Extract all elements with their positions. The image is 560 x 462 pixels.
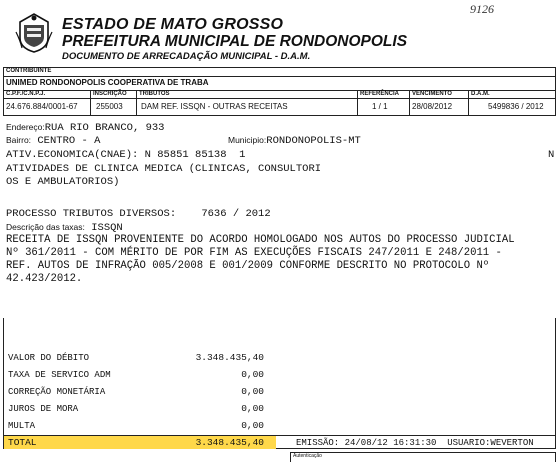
processo-line: PROCESSO TRIBUTOS DIVERSOS: 7636 / 2012: [6, 208, 271, 220]
atividade-desc-1: ATIVIDADES DE CLINICA MEDICA (CLINICAS, CONSULTORI: [6, 163, 322, 175]
state-title: ESTADO DE MATO GROSSO: [62, 16, 284, 33]
total-value: 3.348.435,40: [195, 437, 264, 448]
value-amount: 0,00: [241, 386, 264, 397]
value-amount: 0,00: [241, 369, 264, 380]
authentication-box: [290, 452, 556, 462]
tributos-value: DAM REF. ISSQN - OUTRAS RECEITAS: [141, 102, 288, 111]
contributor-box: [3, 67, 556, 116]
value-amount: 3.348.435,40: [195, 352, 264, 363]
inscricao-caption: INSCRIÇÃO: [93, 91, 127, 97]
inscricao-value: 255003: [96, 102, 123, 111]
dam-caption: D.A.M.: [471, 91, 490, 97]
vencimento-value: 28/08/2012: [412, 102, 453, 111]
auth-caption: Autenticação: [293, 453, 322, 459]
atividade-flag: N: [548, 149, 555, 161]
value-amount: 0,00: [241, 420, 264, 431]
process-text-3: REF. AUTOS DE INFRAÇÃO 005/2008 E 001/2009 CONFORME DESCRITO NO PROTOCOLO Nº: [6, 260, 490, 272]
value-label: JUROS DE MORA: [8, 404, 79, 414]
process-text-2: Nº 361/2011 - COM MÉRITO DE POR FIM AS EXECUÇÕES FISCAIS 247/2011 E 248/2011 -: [6, 247, 502, 259]
referencia-value: 1 / 1: [372, 102, 388, 111]
vencimento-caption: VENCIMENTO: [412, 91, 452, 97]
tributos-caption: TRIBUTOS: [139, 91, 170, 97]
values-box: [3, 318, 556, 449]
emission-info: EMISSÃO: 24/08/12 16:31:30 USUARIO:WEVERTON: [296, 438, 534, 448]
cpf-cnpj-caption: C.P.F./C.N.P.J.: [6, 91, 46, 97]
value-label: VALOR DO DÉBITO: [8, 353, 90, 363]
document-type: DOCUMENTO DE ARRECADAÇÃO MUNICIPAL - D.A.M.: [62, 51, 311, 62]
atividade-desc-2: OS E AMBULATORIOS): [6, 176, 120, 188]
prefecture-title: PREFEITURA MUNICIPAL DE RONDONOPOLIS: [62, 33, 408, 50]
municipio-line: [228, 134, 361, 147]
cpf-cnpj-value: 24.676.884/0001-67: [6, 102, 78, 111]
municipio-value: RONDONOPOLIS-MT: [266, 135, 361, 147]
contributor-caption: CONTRIBUINTE: [6, 68, 52, 74]
referencia-caption: REFERÊNCIA: [360, 91, 400, 97]
descricao-line: [6, 221, 123, 234]
value-label: MULTA: [8, 421, 36, 431]
bairro-line: [6, 134, 100, 147]
coat-of-arms-icon: [14, 10, 54, 54]
bairro-label: Bairro:: [6, 135, 32, 145]
contributor-name: UNIMED RONDONOPOLIS COOPERATIVA DE TRABA: [6, 78, 209, 87]
atividade-line: ATIV.ECONOMICA(CNAE): N 85851 85138 1: [6, 149, 246, 161]
descricao-label: Descrição das taxas:: [6, 222, 85, 232]
total-label: TOTAL: [8, 437, 37, 448]
endereco-value: RUA RIO BRANCO, 933: [44, 122, 165, 134]
bairro-value: CENTRO - A: [37, 135, 101, 147]
municipio-label: Municipio:: [228, 135, 267, 145]
endereco-label: Endereço:: [6, 122, 45, 132]
address-line: [6, 121, 164, 134]
process-text-4: 42.423/2012.: [6, 273, 83, 285]
value-label: CORREÇÃO MONETÁRIA: [8, 387, 106, 397]
dam-value: 5499836 / 2012: [488, 102, 544, 111]
value-amount: 0,00: [241, 403, 264, 414]
handwritten-note: 9126: [470, 2, 494, 16]
descricao-value: ISSQN: [91, 222, 123, 234]
value-label: TAXA DE SERVICO ADM: [8, 370, 111, 380]
process-text-1: RECEITA DE ISSQN PROVENIENTE DO ACORDO HOMOLOGADO NOS AUTOS DO PROCESSO JUDICIAL: [6, 234, 515, 246]
